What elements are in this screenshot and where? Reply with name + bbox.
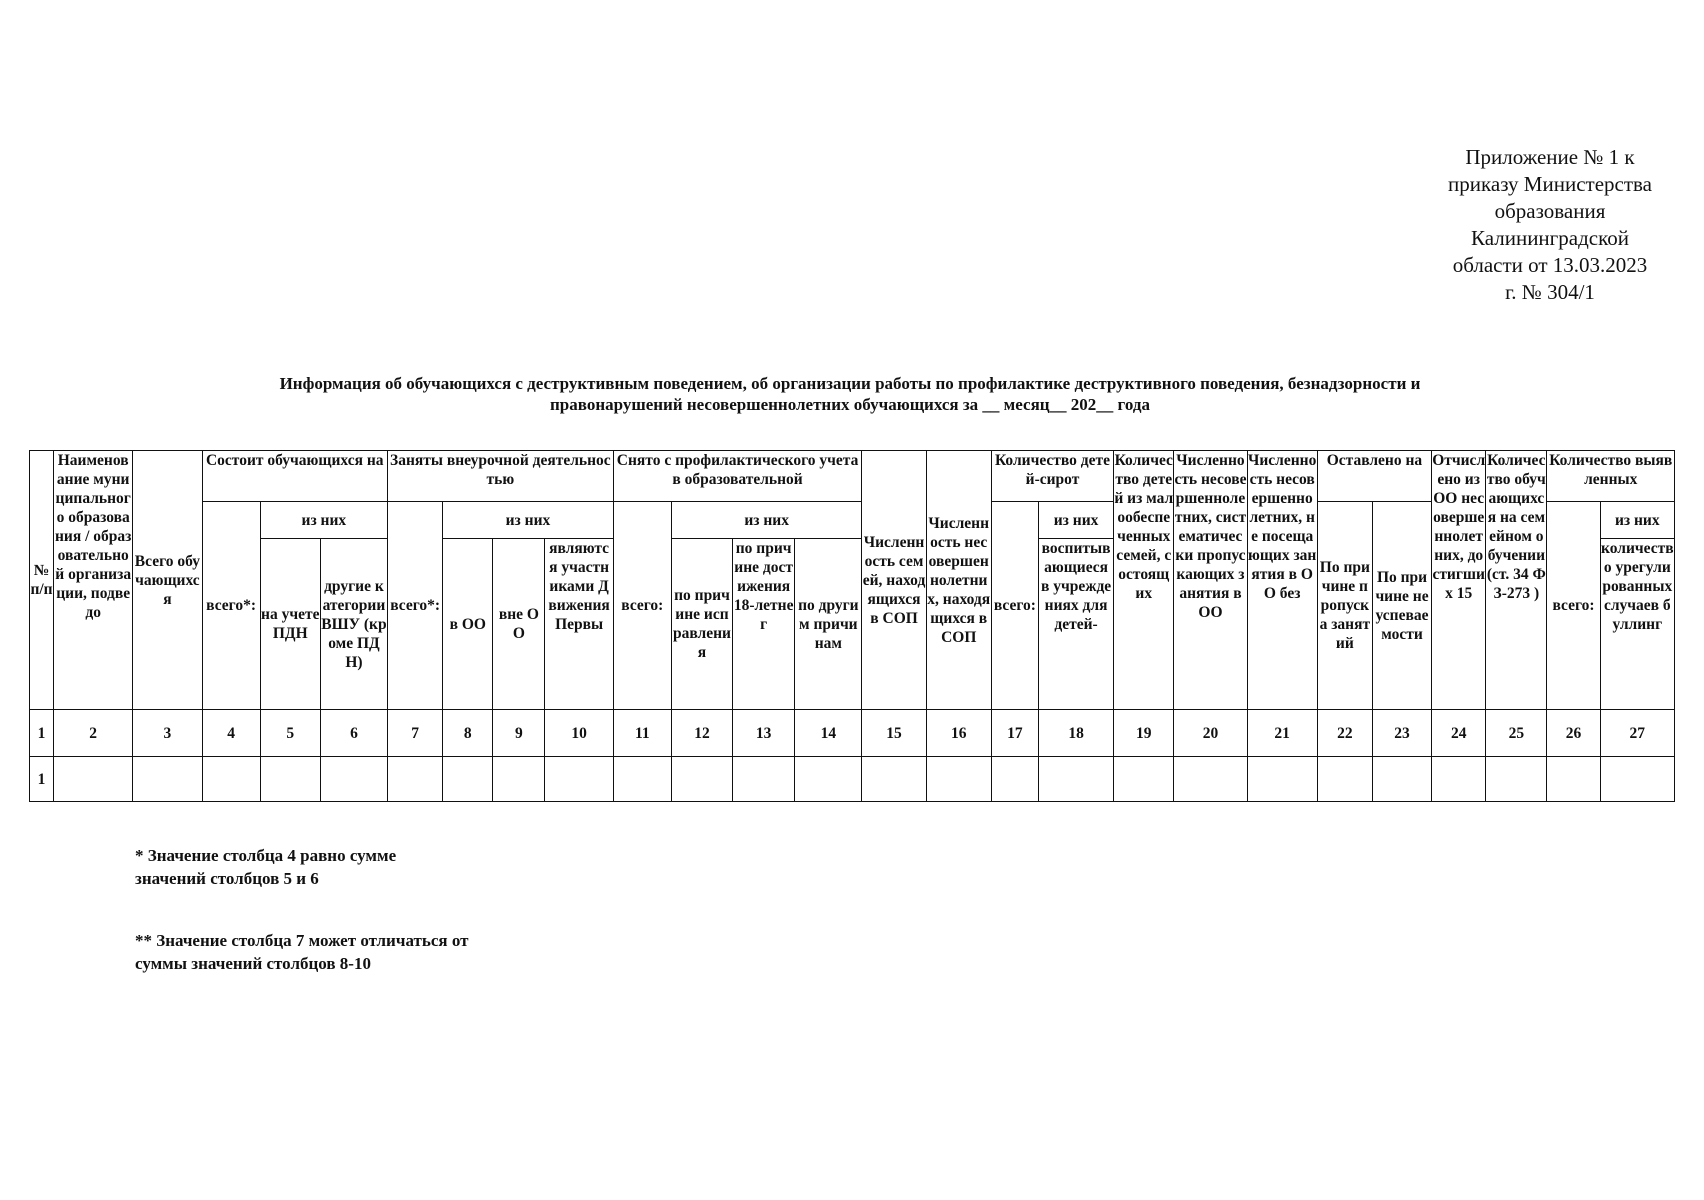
column-number-cell: 15 xyxy=(862,710,926,757)
column-number-cell: 16 xyxy=(926,710,991,757)
header-identified-of-them: из них xyxy=(1600,502,1674,539)
header-repeated-failure: По причине неуспеваемости xyxy=(1372,502,1431,710)
header-expelled: Отчислено из ОО несовершеннолетних, достигших 15 xyxy=(1432,451,1486,710)
header-removed-of-them: из них xyxy=(671,502,862,539)
data-cell[interactable] xyxy=(545,757,613,802)
header-minors-sop: Численность несовершеннолетних, находящихся в СОП xyxy=(926,451,991,710)
column-number-row xyxy=(30,710,1675,757)
header-removed-total: всего: xyxy=(613,502,671,710)
header-low-income: Количество детей из малообеспеченных семей, состоящих xyxy=(1114,451,1174,710)
data-cell[interactable] xyxy=(133,757,202,802)
data-cell[interactable] xyxy=(1600,757,1674,802)
header-identified-total: всего: xyxy=(1547,502,1600,710)
column-number-cell: 10 xyxy=(545,710,613,757)
report-table xyxy=(29,450,1675,802)
header-extracurricular-total: всего*: xyxy=(388,502,443,710)
column-number-cell: 2 xyxy=(54,710,133,757)
column-number-cell: 4 xyxy=(202,710,260,757)
header-family-education: Количество обучающихся на семейном обучении (ст. 34 ФЗ-273 ) xyxy=(1486,451,1547,710)
column-number-cell: 19 xyxy=(1114,710,1174,757)
header-total-students: Всего обучающихся xyxy=(133,451,202,710)
data-row xyxy=(30,757,1675,802)
appendix-block xyxy=(1400,144,1700,306)
appendix-line: образования xyxy=(1494,199,1606,223)
header-extracurricular-movement: являются участниками Движения Первы xyxy=(545,539,613,710)
header-repeated-absence: По причине пропуска занятий xyxy=(1317,502,1372,710)
header-num: № п/п xyxy=(30,451,54,710)
header-registered-pdn: на учете ПДН xyxy=(260,539,320,710)
column-number-cell: 17 xyxy=(991,710,1038,757)
column-number-cell: 5 xyxy=(260,710,320,757)
column-number-cell: 21 xyxy=(1247,710,1317,757)
column-number-cell: 7 xyxy=(388,710,443,757)
footnote-1-line-1: * Значение столбца 4 равно сумме xyxy=(135,846,397,865)
header-name: Наименование муниципального образования / образовательной организации, подведо xyxy=(54,451,133,710)
header-orphans-of-them: из них xyxy=(1038,502,1113,539)
column-number-cell: 27 xyxy=(1600,710,1674,757)
header-orphans-institutions: воспитывающиеся в учреждениях для детей- xyxy=(1038,539,1113,710)
data-cell[interactable] xyxy=(1174,757,1247,802)
appendix-line: Калининградской xyxy=(1471,226,1629,250)
appendix-line: г. № 304/1 xyxy=(1505,280,1595,304)
header-orphans-total: всего: xyxy=(991,502,1038,710)
header-orphans-group: Количество детей-сирот xyxy=(991,451,1113,502)
header-registered-other: другие категории ВШУ (кроме ПДН) xyxy=(320,539,387,710)
footnote-2-line-1: ** Значение столбца 7 может отличаться от xyxy=(135,931,469,950)
column-number-cell: 11 xyxy=(613,710,671,757)
footnote-2 xyxy=(135,929,468,975)
header-removed-corrected: по причине исправления xyxy=(671,539,732,710)
data-cell[interactable] xyxy=(1547,757,1600,802)
footnote-2-line-2: суммы значений столбцов 8-10 xyxy=(135,954,371,973)
header-registered-total: всего*: xyxy=(202,502,260,710)
header-extracurricular-of-them: из них xyxy=(443,502,614,539)
data-cell[interactable] xyxy=(613,757,671,802)
data-cell[interactable] xyxy=(733,757,795,802)
header-identified-bullying: количество урегулированных случаев буллинг xyxy=(1600,539,1674,710)
header-families-sop: Численность семей, находящихся в СОП xyxy=(862,451,926,710)
column-number-cell: 18 xyxy=(1038,710,1113,757)
header-removed-group: Снято с профилактического учета в образовательной xyxy=(613,451,862,502)
data-cell[interactable] xyxy=(493,757,545,802)
data-cell[interactable] xyxy=(1247,757,1317,802)
header-removed-other: по другим причинам xyxy=(795,539,862,710)
header-not-attending: Численность несовершеннолетних, не посещающих занятия в ОО без xyxy=(1247,451,1317,710)
column-number-cell: 1 xyxy=(30,710,54,757)
data-cell[interactable] xyxy=(320,757,387,802)
document-title-line-1: Информация об обучающихся с деструктивным поведением, об организации работы по профилактике деструктивного поведения, безнадзорности и xyxy=(279,374,1421,393)
data-cell[interactable] xyxy=(1114,757,1174,802)
column-number-cell: 8 xyxy=(443,710,493,757)
header-systematic-absence: Численность несовершеннолетних, систематически пропускающих занятия в ОО xyxy=(1174,451,1247,710)
column-number-cell: 26 xyxy=(1547,710,1600,757)
footnote-1 xyxy=(135,844,396,890)
data-cell[interactable] xyxy=(1486,757,1547,802)
footnote-1-line-2: значений столбцов 5 и 6 xyxy=(135,869,319,888)
appendix-line: приказу Министерства xyxy=(1448,172,1652,196)
header-registered-of-them: из них xyxy=(260,502,387,539)
data-cell[interactable] xyxy=(260,757,320,802)
appendix-line: Приложение № 1 к xyxy=(1465,145,1635,169)
column-number-cell: 13 xyxy=(733,710,795,757)
header-registered-group: Состоит обучающихся на xyxy=(202,451,388,502)
data-cell[interactable] xyxy=(795,757,862,802)
column-number-cell: 20 xyxy=(1174,710,1247,757)
document-title-line-2: правонарушений несовершеннолетних обучающихся за __ месяц__ 202__ года xyxy=(550,395,1150,414)
data-cell[interactable] xyxy=(388,757,443,802)
document-title xyxy=(110,373,1590,415)
column-number-cell: 23 xyxy=(1372,710,1431,757)
column-number-cell: 12 xyxy=(671,710,732,757)
header-extracurricular-outside-oo: вне ОО xyxy=(493,539,545,710)
data-cell[interactable] xyxy=(671,757,732,802)
data-cell[interactable] xyxy=(443,757,493,802)
column-number-cell: 6 xyxy=(320,710,387,757)
column-number-cell: 25 xyxy=(1486,710,1547,757)
data-cell[interactable] xyxy=(991,757,1038,802)
column-number-cell: 9 xyxy=(493,710,545,757)
column-number-cell: 14 xyxy=(795,710,862,757)
data-cell[interactable] xyxy=(926,757,991,802)
header-extracurricular-group: Заняты внеурочной деятельностью xyxy=(388,451,614,502)
header-removed-age: по причине достижения 18-летнег xyxy=(733,539,795,710)
appendix-line: области от 13.03.2023 xyxy=(1452,253,1648,277)
data-cell[interactable] xyxy=(54,757,133,802)
column-number-cell: 3 xyxy=(133,710,202,757)
data-cell[interactable] xyxy=(862,757,926,802)
data-cell[interactable] xyxy=(1317,757,1372,802)
data-row-number: 1 xyxy=(30,757,54,802)
column-number-cell: 24 xyxy=(1432,710,1486,757)
data-cell[interactable] xyxy=(1432,757,1486,802)
header-extracurricular-in-oo: в ОО xyxy=(443,539,493,710)
column-number-cell: 22 xyxy=(1317,710,1372,757)
data-cell[interactable] xyxy=(1372,757,1431,802)
header-repeated-group: Оставлено на xyxy=(1317,451,1431,502)
header-identified-group: Количество выявленных xyxy=(1547,451,1675,502)
data-cell[interactable] xyxy=(1038,757,1113,802)
data-cell[interactable] xyxy=(202,757,260,802)
